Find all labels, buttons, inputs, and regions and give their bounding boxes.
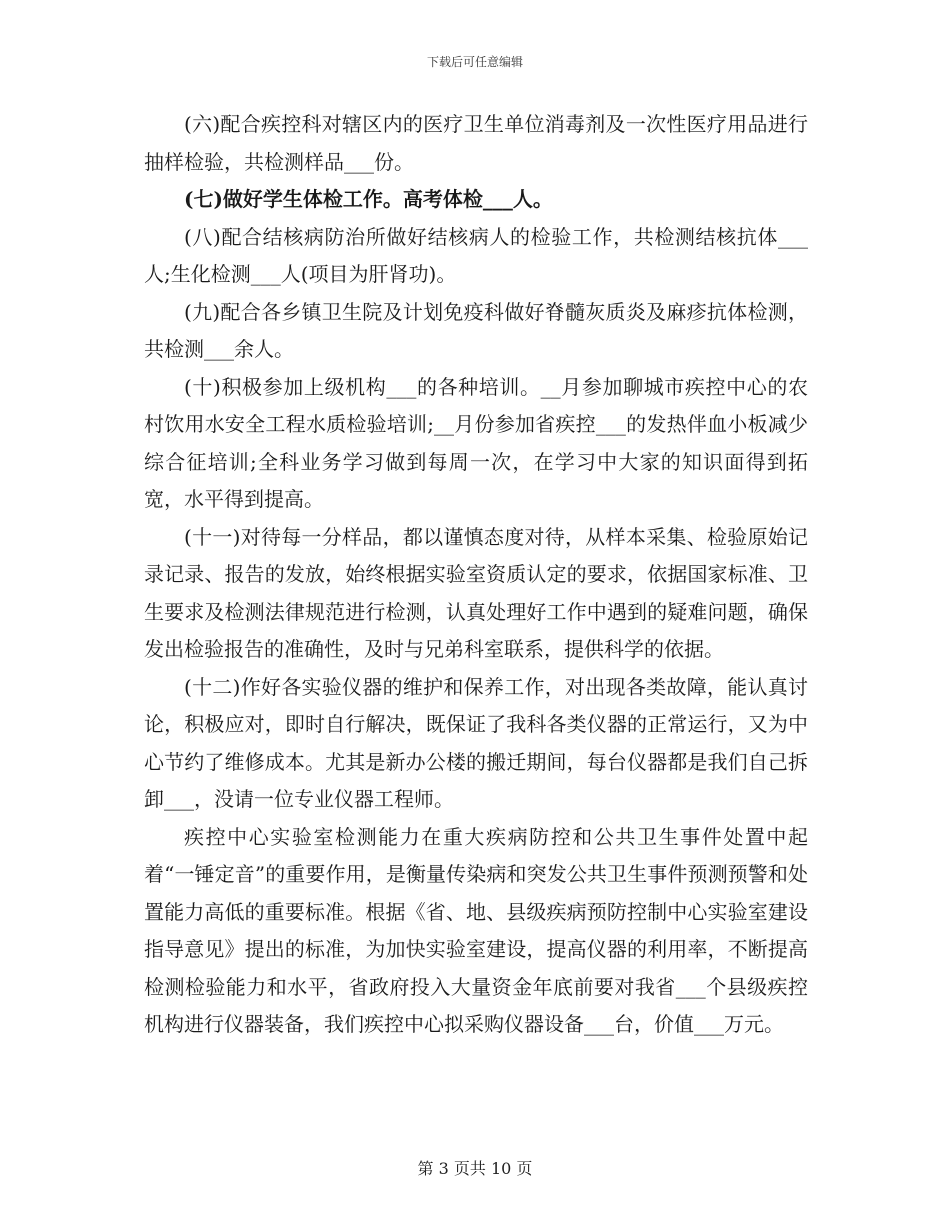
document-body <box>144 106 808 1044</box>
paragraph-11: (十一)对待每一分样品，都以谨慎态度对待，从样本采集、检验原始记录记录、报告的发放，始终根据实验室资质认定的要求，依据国家标准、卫生要求及检测法律规范进行检测，认真处理好工作中遇到的疑难问题，确保发出检验报告的准确性，及时与兄弟科室联系，提供科学的依据。 <box>144 524 808 661</box>
paragraph-6: (六)配合疾控科对辖区内的医疗卫生单位消毒剂及一次性医疗用品进行抽样检验，共检测样品___份。 <box>144 112 808 174</box>
paragraph-7: (七)做好学生体检工作。高考体检___人。 <box>184 187 553 211</box>
page-number-footer: 第 3 页共 10 页 <box>417 1159 533 1178</box>
page-header: 下载后可任意编辑 <box>426 55 523 69</box>
paragraph-8: (八)配合结核病防治所做好结核病人的检验工作，共检测结核抗体___人;生化检测___人(项目为肝肾功)。 <box>144 224 808 286</box>
paragraph-10: (十)积极参加上级机构___的各种培训。__月参加聊城市疾控中心的农村饮用水安全工程水质检验培训;__月份参加省疾控___的发热伴血小板减少综合征培训;全科业务学习做到每周一次，在学习中大家的知识面得到拓宽，水平得到提高。 <box>144 374 808 511</box>
paragraph-12: (十二)作好各实验仪器的维护和保养工作，对出现各类故障，能认真讨论，积极应对，即时自行解决，既保证了我科各类仪器的正常运行，又为中心节约了维修成本。尤其是新办公楼的搬迁期间，每台仪器都是我们自己拆卸___，没请一位专业仪器工程师。 <box>144 674 808 811</box>
paragraph-summary: 疾控中心实验室检测能力在重大疾病防控和公共卫生事件处置中起着“一锤定音”的重要作用，是衡量传染病和突发公共卫生事件预测预警和处置能力高低的重要标准。根据《省、地、县级疾病预防控制中心实验室建设指导意见》提出的标准，为加快实验室建设，提高仪器的利用率，不断提高检测检验能力和水平，省政府投入大量资金年底前要对我省___个县级疾控机构进行仪器装备，我们疾控中心拟采购仪器设备___台，价值___万元。 <box>144 824 808 1036</box>
paragraph-9: (九)配合各乡镇卫生院及计划免疫科做好脊髓灰质炎及麻疹抗体检测，共检测___余人。 <box>144 299 808 361</box>
